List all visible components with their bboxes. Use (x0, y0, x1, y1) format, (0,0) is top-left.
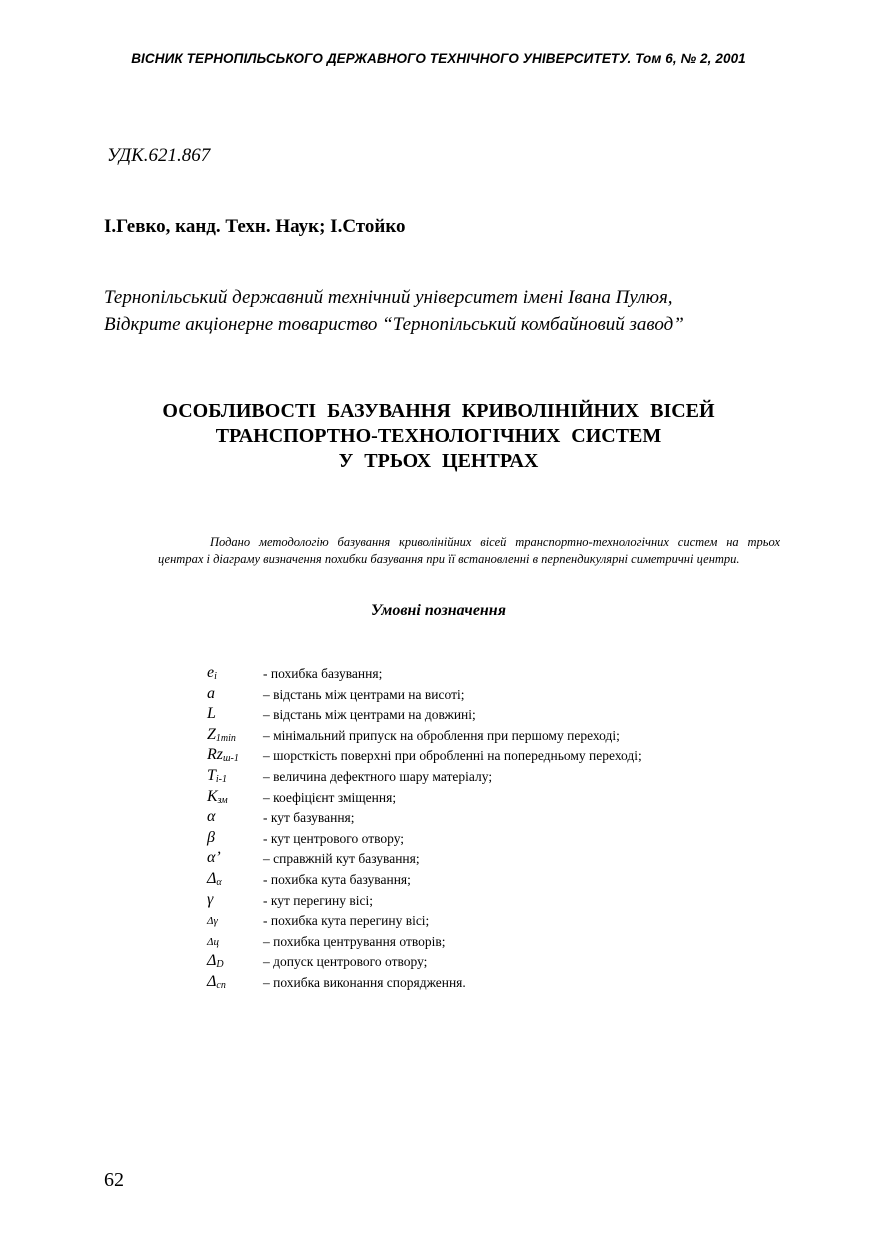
notation-definition: – похибка центрування отворів; (263, 933, 446, 949)
notation-definition: – справжній кут базування; (263, 851, 420, 867)
article-title-line-1: ОСОБЛИВОСТІ БАЗУВАННЯ КРИВОЛІНІЙНИХ ВІСЕЙ (162, 400, 715, 422)
notation-symbol-main: T (207, 766, 216, 784)
notation-symbol-main: Δц (207, 935, 219, 948)
notation-definition: - кут перегину вісі; (263, 892, 373, 908)
notation-definition: – величина дефектного шару матеріалу; (263, 768, 493, 784)
notation-row (207, 808, 807, 829)
notation-row (207, 726, 807, 747)
notation-definition: – коефіцієнт зміщення; (263, 789, 397, 805)
notation-row (207, 891, 807, 912)
notation-symbol-main: L (207, 705, 216, 723)
notation-symbol-subscript: сп (216, 979, 226, 991)
article-title-line-3: У ТРЬОХ ЦЕНТРАХ (338, 450, 539, 472)
notation-definition: – шорсткість поверхні при обробленні на попередньому переході; (263, 748, 642, 764)
notation-list (207, 664, 807, 994)
notation-row (207, 849, 807, 870)
notation-symbol-main: e (207, 664, 215, 681)
notation-symbol-main: α (207, 808, 216, 826)
notation-symbol-main: К (207, 787, 218, 805)
notation-symbol (207, 705, 263, 723)
notation-symbol-main: γ (207, 890, 214, 908)
notation-symbol (207, 808, 263, 826)
notation-symbol-main: Z (207, 725, 216, 743)
notation-symbol-main: Δγ (207, 915, 218, 928)
notation-definition: – похибка виконання спорядження. (263, 974, 466, 990)
notation-symbol-main: Δ (207, 869, 217, 887)
notation-symbol-main: Δ (207, 952, 217, 970)
notation-symbol (207, 932, 263, 950)
notation-symbol-subscript: 1min (215, 732, 236, 744)
affiliation-line-1: Тернопільський державний технічний університет імені Івана Пулюя, (104, 287, 673, 308)
notation-definition: - похибка кута перегину вісі; (263, 913, 430, 929)
notation-symbol (207, 911, 263, 929)
notation-symbol-subscript: i-1 (215, 773, 228, 785)
notation-row (207, 705, 807, 726)
notation-definition: - кут центрового отвору; (263, 830, 405, 846)
notation-row (207, 685, 807, 706)
notation-heading: Умовні позначення (371, 602, 506, 619)
notation-symbol-main: α’ (207, 849, 221, 867)
notation-definition: – відстань між центрами на висоті; (263, 686, 465, 702)
notation-row (207, 829, 807, 850)
notation-row (207, 932, 807, 953)
notation-symbol-main: β (207, 828, 215, 846)
notation-definition: – мінімальний припуск на оброблення при першому переході; (263, 727, 620, 743)
notation-symbol (207, 767, 263, 785)
notation-symbol (207, 973, 263, 991)
notation-row (207, 952, 807, 973)
notation-symbol (207, 952, 263, 970)
notation-symbol-subscript: α (216, 876, 222, 888)
notation-symbol-subscript: i (214, 671, 217, 682)
notation-symbol (207, 849, 263, 867)
notation-row (207, 767, 807, 788)
notation-row (207, 870, 807, 891)
notation-symbol (207, 746, 263, 764)
notation-row (207, 664, 807, 685)
notation-row (207, 911, 807, 932)
notation-row (207, 788, 807, 809)
notation-symbol (207, 829, 263, 847)
notation-symbol-main: a (207, 684, 215, 702)
notation-symbol (207, 685, 263, 703)
notation-row (207, 746, 807, 767)
page-number: 62 (104, 1169, 124, 1191)
notation-symbol-subscript: D (216, 959, 224, 971)
notation-definition: - кут базування; (263, 810, 355, 826)
authors: І.Гевко, канд. Техн. Наук; І.Стойко (104, 216, 406, 237)
notation-symbol-main: Rz (207, 746, 223, 764)
notation-symbol-main: Δ (207, 972, 217, 990)
notation-row (207, 973, 807, 994)
notation-definition: – допуск центрового отвору; (263, 954, 428, 970)
notation-symbol-subscript: зм (217, 794, 228, 806)
notation-symbol (207, 726, 263, 744)
udk-code: УДК.621.867 (107, 145, 211, 166)
affiliation-line-2: Відкрите акціонерне товариство “Тернопільський комбайновий завод” (104, 314, 684, 335)
abstract: Подано методологію базування криволінійних вісей транспортно-технологічних систем на трьох центрах і діаграму визначення похибки базування при її встановленні в перпендикулярні симетричні центри. (158, 535, 780, 566)
journal-header: ВІСНИК ТЕРНОПІЛЬСЬКОГО ДЕРЖАВНОГО ТЕХНІЧНОГО УНІВЕРСИТЕТУ. Том 6, № 2, 2001 (131, 51, 746, 66)
notation-symbol (207, 870, 263, 888)
notation-definition: – відстань між центрами на довжині; (263, 707, 476, 723)
notation-symbol (207, 891, 263, 909)
notation-symbol (207, 788, 263, 806)
article-title-line-2: ТРАНСПОРТНО-ТЕХНОЛОГІЧНИХ СИСТЕМ (215, 425, 662, 447)
notation-definition: - похибка базування; (263, 666, 383, 681)
notation-symbol-subscript: ш-1 (223, 753, 239, 765)
notation-definition: - похибка кута базування; (263, 871, 411, 887)
notation-symbol (207, 664, 263, 682)
